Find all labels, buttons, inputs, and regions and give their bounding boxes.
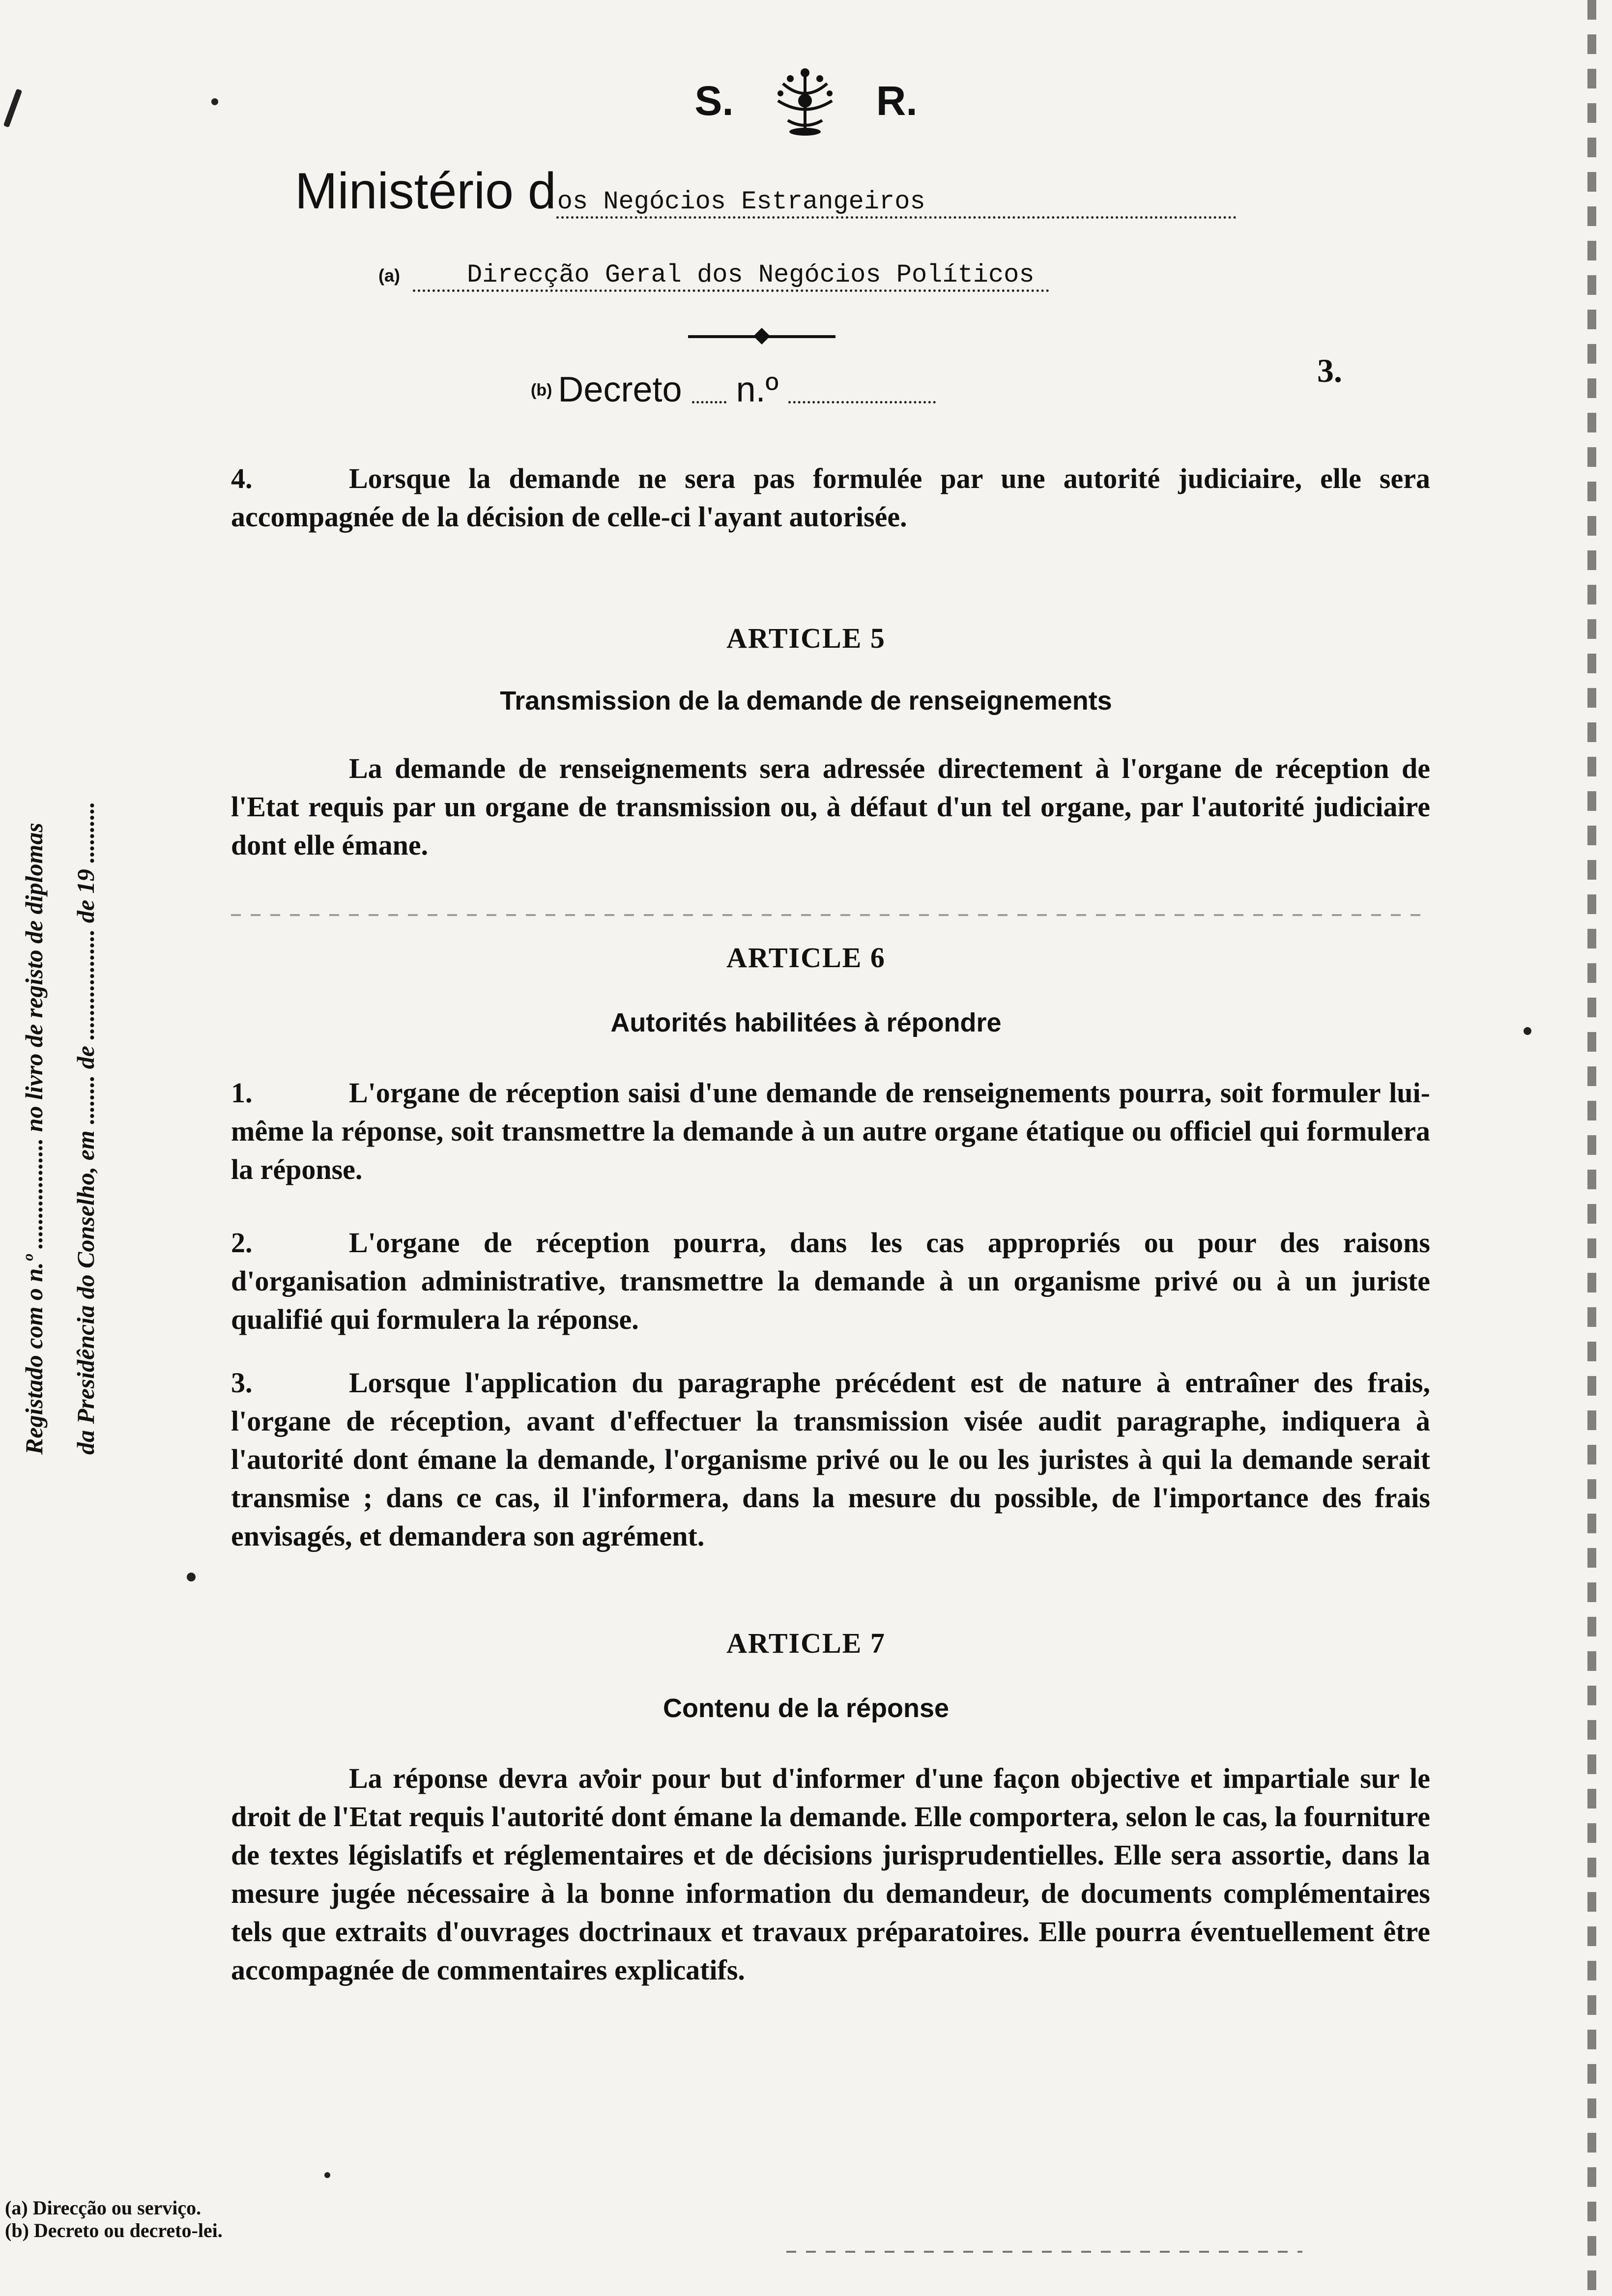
paragraph-4-text: Lorsque la demande ne sera pas formulée par une autorité judiciaire, elle sera accompagnée de la décision de celle-ci l'ayant autorisée. [231,462,1430,533]
seal-letter-left: S. [694,77,734,124]
ministry-heading [295,162,1237,221]
margin-registration-line2: da Presidência do Conselho, em ........ de .................. de 19 .......... [72,801,99,1455]
article-5-text: La demande de renseignements sera adressée directement à l'organe de réception de l'Etat requis par un organe de transmission ou, à défaut d'un tel organe, par l'autorité judiciaire dont elle émane. [231,752,1430,861]
footnotes [5,2197,223,2242]
article-6-p3-number: 3. [231,1367,253,1399]
article-6-title: ARTICLE 6 [726,942,886,974]
direccao-marker: (a) [378,265,400,286]
paragraph-4-number: 4. [231,462,253,494]
article-6-p2-text: L'organe de réception pourra, dans les cas appropriés ou pour des raisons d'organisation administrative, transmettre la demande à un organisme privé ou à un juriste qualifié qui formulera la réponse. [231,1227,1430,1335]
header-rule-diamond [753,328,770,344]
republic-emblem-icon [763,64,847,138]
article-6-paragraph-1 [231,1074,1430,1189]
article-6-p1-number: 1. [231,1077,253,1109]
article-7-subtitle: Contenu de la réponse [662,1693,950,1723]
seal-letter-right: R. [876,77,918,124]
article-7-title: ARTICLE 7 [726,1627,886,1659]
footnote-b: (b) Decreto ou decreto-lei. [5,2219,223,2241]
ministry-typed-name: os Negócios Estrangeiros [556,187,1237,219]
article-5-subtitle: Transmission de la demande de renseignements [500,686,1112,716]
decreto-number-blank [788,401,936,403]
paragraph-4 [231,459,1430,536]
faint-dashed-line [231,914,1430,916]
direccao-line [378,260,1049,292]
direccao-typed-name: Direcção Geral dos Negócios Políticos [413,260,1049,292]
article-6-p1-text: L'organe de réception saisi d'une demande de renseignements pourra, soit formuler lui-même la réponse, soit transmettre la demande à un autre organe étatique ou officiel qui formulera la réponse. [231,1077,1430,1185]
footnote-a: (a) Direcção ou serviço. [5,2197,202,2219]
ministry-label: Ministério d [295,163,556,220]
republic-seal-row [0,64,1612,138]
article-7-text: La réponse devra avoir pour but d'informer d'une façon objective et impartiale sur le droit de l'Etat requis l'autorité dont émane la demande. Elle comportera, selon le cas, la fourniture de textes législatifs et réglementaires et de décisions jurisprudentielles. Elle sera assortie, dans la mesure jugée nécessaire à la bonne information du demandeur, de documents complémentaires tels que extraits d'ouvrages doctrinaux et travaux préparatoires. Elle pourra éventuellement être accompagnée de commentaires explicatifs. [231,1762,1430,1986]
article-6-paragraph-2 [231,1224,1430,1339]
article-6-paragraph-3 [231,1364,1430,1555]
decreto-blank [692,401,726,403]
scan-edge [1587,0,1596,2296]
scan-speck [324,2172,330,2178]
decreto-label: Decreto [558,370,682,409]
decreto-number-label: n.º [736,370,778,409]
scan-speck [187,1573,196,1581]
bottom-dashed-line [786,2251,1302,2253]
article-5-title: ARTICLE 5 [726,622,886,654]
article-6-subtitle: Autorités habilitées à répondre [610,1008,1002,1037]
decreto-line [531,370,936,410]
decreto-marker: (b) [531,381,552,400]
margin-registration-line1: Registado com o n.º .................. no livro de registo de diplomas [20,823,48,1455]
article-6-p2-number: 2. [231,1227,253,1259]
article-6-p3-text: Lorsque l'application du paragraphe précédent est de nature à entraîner des frais, l'organe de réception, avant d'effectuer la transmission visée audit paragraphe, indiquera à l'autorité dont émane la demande, l'organisme privé ou le ou les juristes à qui la demande serait transmise ; dans ce cas, il l'informera, dans la mesure du possible, de l'importance des frais envisagés, et demandera son agrément. [231,1367,1430,1552]
page-number: 3. [1317,352,1342,389]
